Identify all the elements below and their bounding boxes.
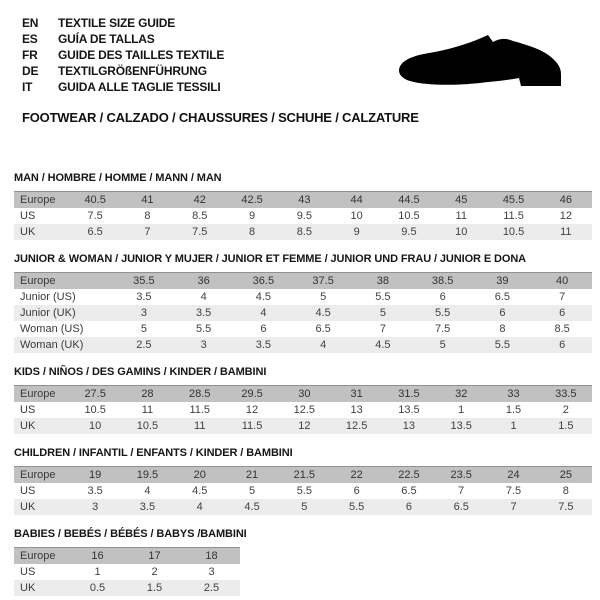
size-cell: 5.5	[434, 307, 451, 319]
row-label: US	[20, 210, 36, 222]
size-cell: 3.5	[195, 307, 212, 319]
size-cell: 38	[376, 275, 389, 287]
size-table-section	[14, 253, 592, 353]
size-cell: 8.5	[554, 323, 570, 335]
size-cell: 42	[193, 194, 206, 206]
size-cell: 21.5	[293, 469, 316, 481]
size-cell: 1	[458, 404, 465, 416]
size-cell: 8	[248, 226, 256, 238]
size-cell: 2.5	[203, 582, 220, 594]
size-cell: 3	[200, 339, 207, 351]
row-label: US	[20, 404, 36, 416]
size-cell: 8.5	[192, 210, 208, 222]
size-cell: 36	[197, 275, 210, 287]
size-cell: 10	[455, 226, 468, 238]
size-cell: 11.5	[189, 404, 211, 416]
size-cell: 9.5	[401, 226, 417, 238]
size-cell: 29.5	[241, 388, 263, 400]
size-cell: 12	[559, 210, 572, 222]
size-cell: 35.5	[133, 275, 155, 287]
table-row	[14, 499, 592, 515]
size-cell: 7.5	[434, 323, 451, 335]
table-row	[14, 273, 592, 290]
header	[14, 15, 592, 126]
size-cell: 12	[245, 404, 259, 416]
row-label: US	[20, 566, 36, 578]
size-cell: 4	[200, 291, 207, 303]
size-cell: 4.5	[315, 307, 331, 319]
size-table-section	[14, 366, 592, 434]
size-cell: 6.5	[315, 323, 331, 335]
size-cell: 19	[89, 469, 102, 481]
category-heading: FOOTWEAR / CALZADO / CHAUSSURES / SCHUHE / CALZATURE	[22, 110, 419, 125]
size-cell: 4	[144, 485, 151, 497]
size-cell: 5	[301, 501, 308, 513]
size-cell: 11	[141, 404, 154, 416]
size-cell: 11	[455, 210, 467, 222]
size-cell: 9.5	[296, 210, 312, 222]
size-cell: 24	[507, 469, 520, 481]
row-label: Europe	[20, 469, 56, 481]
size-cell: 5.5	[348, 501, 365, 513]
size-cell: 12	[298, 420, 311, 432]
size-cell: 41	[141, 194, 154, 206]
size-cell: 10.5	[84, 404, 106, 416]
size-cell: 5	[248, 485, 256, 497]
table-title: KIDS / NIÑOS / DES GAMINS / KINDER / BAMBINI	[14, 366, 267, 378]
size-cell: 4.5	[255, 291, 272, 303]
size-cell: 5	[439, 339, 446, 351]
size-cell: 12.5	[293, 404, 316, 416]
size-cell: 18	[205, 550, 218, 562]
size-cell: 32	[455, 388, 468, 400]
size-cell: 7.5	[505, 485, 522, 497]
size-cell: 22	[350, 469, 363, 481]
size-cell: 3.5	[139, 501, 156, 513]
size-cell: 45	[455, 194, 468, 206]
size-cell: 8.5	[296, 226, 312, 238]
size-cell: 7.5	[87, 210, 103, 222]
language-code: IT	[22, 80, 33, 94]
size-cell: 4	[196, 501, 203, 513]
size-cell: 6.5	[401, 485, 417, 497]
size-cell: 1.5	[505, 404, 522, 416]
size-cell: 3	[208, 566, 215, 578]
row-label: Europe	[20, 388, 56, 400]
size-cell: 4	[320, 339, 327, 351]
size-cell: 5.5	[296, 485, 312, 497]
size-cell: 40	[556, 275, 569, 287]
size-cell: 28.5	[189, 388, 211, 400]
size-cell: 13	[402, 420, 416, 432]
size-cell: 13.5	[398, 404, 420, 416]
table-title: BABIES / BEBÉS / BÉBÉS / BABYS /BAMBINI	[14, 528, 247, 540]
size-cell: 10	[89, 420, 102, 432]
size-cell: 6.5	[453, 501, 469, 513]
size-table	[14, 547, 240, 596]
size-cell: 13	[350, 404, 363, 416]
size-cell: 5	[320, 291, 327, 303]
size-cell: 1.5	[146, 582, 163, 594]
row-label: UK	[20, 582, 36, 594]
table-row	[14, 305, 592, 321]
row-label: UK	[20, 420, 36, 432]
size-cell: 8	[144, 210, 151, 222]
size-cell: 1	[510, 420, 517, 432]
size-cell: 5	[379, 307, 386, 319]
size-cell: 7	[559, 291, 566, 303]
size-cell: 6	[439, 291, 446, 303]
size-cell: 6	[260, 323, 267, 335]
size-cell: 11	[560, 226, 572, 238]
size-cell: 5	[140, 323, 147, 335]
language-code: ES	[22, 32, 38, 46]
size-cell: 10.5	[398, 210, 420, 222]
table-row	[14, 208, 592, 224]
size-cell: 33	[507, 388, 520, 400]
table-title: JUNIOR & WOMAN / JUNIOR Y MUJER / JUNIOR ET FEMME / JUNIOR UND FRAU / JUNIOR E DONA	[14, 253, 527, 265]
table-row	[14, 418, 592, 434]
size-cell: 28	[141, 388, 154, 400]
size-cell: 9	[248, 210, 256, 222]
size-cell: 44	[350, 194, 363, 206]
size-cell: 5.5	[494, 339, 511, 351]
size-cell: 6.5	[87, 226, 103, 238]
size-cell: 31.5	[398, 388, 420, 400]
table-row	[14, 337, 592, 353]
size-cell: 6.5	[494, 291, 511, 303]
table-row	[14, 224, 592, 240]
size-cell: 23.5	[450, 469, 472, 481]
size-cell: 2	[151, 566, 158, 578]
size-cell: 11	[194, 420, 206, 432]
size-cell: 36.5	[252, 275, 275, 287]
size-cell: 33.5	[555, 388, 577, 400]
language-title: TEXTILGRÖßENFÜHRUNG	[58, 64, 207, 78]
language-title: TEXTILE SIZE GUIDE	[58, 16, 176, 30]
table-title: CHILDREN / INFANTIL / ENFANTS / KINDER / BAMBINI	[14, 447, 293, 459]
language-code: DE	[22, 64, 39, 78]
tables-container	[14, 172, 592, 596]
row-label: Europe	[20, 275, 56, 287]
size-cell: 5.5	[195, 323, 212, 335]
size-cell: 6	[559, 307, 566, 319]
row-label: Woman (UK)	[20, 339, 84, 351]
size-cell: 21	[245, 469, 259, 481]
table-row	[14, 321, 592, 337]
size-cell: 20	[193, 469, 206, 481]
language-code: EN	[22, 16, 39, 30]
size-cell: 42.5	[241, 194, 263, 206]
table-row	[14, 548, 240, 565]
row-label: Junior (US)	[20, 291, 76, 303]
size-cell: 7	[379, 323, 386, 335]
size-cell: 11.5	[503, 210, 524, 222]
size-cell: 30	[298, 388, 311, 400]
size-cell: 8	[562, 485, 569, 497]
size-cell: 3.5	[136, 291, 152, 303]
table-row	[14, 402, 592, 418]
size-table-section	[14, 528, 592, 596]
table-row	[14, 467, 592, 484]
size-cell: 7.5	[192, 226, 208, 238]
size-cell: 37.5	[312, 275, 334, 287]
size-cell: 3	[92, 501, 99, 513]
size-cell: 44.5	[398, 194, 420, 206]
language-title: GUIDA ALLE TAGLIE TESSILI	[58, 80, 221, 94]
size-table-section	[14, 172, 592, 240]
language-code: FR	[22, 48, 38, 62]
size-cell: 6	[559, 339, 566, 351]
size-cell: 6	[499, 307, 506, 319]
size-table	[14, 466, 592, 515]
size-cell: 10.5	[136, 420, 159, 432]
size-cell: 3.5	[255, 339, 272, 351]
size-cell: 12.5	[345, 420, 368, 432]
size-cell: 4.5	[192, 485, 208, 497]
size-cell: 45.5	[502, 194, 525, 206]
size-cell: 0.5	[89, 582, 106, 594]
row-label: UK	[20, 226, 36, 238]
size-cell: 17	[148, 550, 161, 562]
row-label: Europe	[20, 550, 56, 562]
size-cell: 6	[405, 501, 412, 513]
size-cell: 4	[260, 307, 267, 319]
row-label: Junior (UK)	[20, 307, 76, 319]
table-title: MAN / HOMBRE / HOMME / MANN / MAN	[14, 172, 222, 184]
language-title: GUIDE DES TAILLES TEXTILE	[58, 48, 225, 62]
shoe-icon	[393, 29, 578, 93]
size-cell: 1	[94, 566, 101, 578]
size-cell: 3	[140, 307, 147, 319]
row-label: Europe	[20, 194, 56, 206]
size-cell: 7	[144, 226, 151, 238]
size-table	[14, 272, 592, 353]
size-table	[14, 191, 592, 240]
size-cell: 6	[353, 485, 360, 497]
row-label: US	[20, 485, 36, 497]
row-label: UK	[20, 501, 36, 513]
size-cell: 11.5	[241, 420, 263, 432]
size-cell: 22.5	[398, 469, 420, 481]
size-cell: 10.5	[502, 226, 525, 238]
size-cell: 25	[559, 469, 572, 481]
size-cell: 43	[298, 194, 311, 206]
size-cell: 38.5	[431, 275, 454, 287]
table-row	[14, 483, 592, 499]
size-cell: 7	[458, 485, 465, 497]
size-cell: 39	[496, 275, 509, 287]
size-cell: 40.5	[84, 194, 106, 206]
size-table	[14, 385, 592, 434]
table-row	[14, 289, 592, 305]
size-cell: 9	[353, 226, 360, 238]
size-cell: 7.5	[558, 501, 574, 513]
size-cell: 10	[350, 210, 363, 222]
size-cell: 31	[350, 388, 363, 400]
size-cell: 5.5	[375, 291, 391, 303]
size-cell: 8	[499, 323, 506, 335]
size-cell: 19.5	[136, 469, 159, 481]
size-cell: 2.5	[136, 339, 152, 351]
table-row	[14, 580, 240, 596]
size-table-section	[14, 447, 592, 515]
row-label: Woman (US)	[20, 323, 84, 335]
size-cell: 7	[510, 501, 517, 513]
language-title: GUÍA DE TALLAS	[58, 32, 155, 46]
size-cell: 16	[91, 550, 104, 562]
size-cell: 46	[559, 194, 572, 206]
size-cell: 13.5	[450, 420, 472, 432]
table-row	[14, 564, 240, 580]
table-row	[14, 386, 592, 403]
size-cell: 2	[562, 404, 569, 416]
size-cell: 1.5	[558, 420, 574, 432]
size-cell: 27.5	[84, 388, 106, 400]
size-cell: 4.5	[244, 501, 260, 513]
size-cell: 3.5	[87, 485, 103, 497]
size-cell: 4.5	[375, 339, 391, 351]
table-row	[14, 192, 592, 209]
